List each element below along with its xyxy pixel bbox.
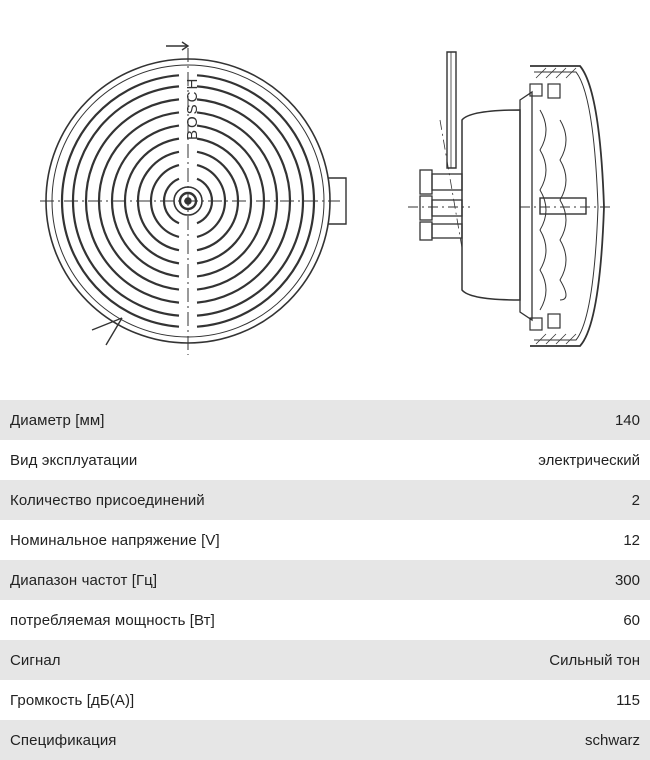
spec-row-signal — [0, 640, 650, 680]
horn-side-view — [408, 52, 612, 346]
spec-value: 140 — [614, 411, 640, 429]
spec-row-connections — [0, 480, 650, 520]
spec-label: Количество присоединений — [10, 491, 205, 509]
spec-value: 60 — [623, 611, 640, 629]
spec-value: электрический — [538, 451, 640, 469]
spec-value: Сильный тон — [549, 651, 640, 669]
spec-row-loudness — [0, 680, 650, 720]
spec-value: 2 — [631, 491, 640, 509]
spec-value: 300 — [614, 571, 640, 589]
spec-row-specification — [0, 720, 650, 760]
spec-label: Диаметр [мм] — [10, 411, 105, 429]
spec-label: потребляемая мощность [Вт] — [10, 611, 215, 629]
spec-table — [0, 400, 650, 760]
spec-value: schwarz — [584, 731, 640, 749]
spec-value: 115 — [616, 691, 640, 709]
brand-mark: BOSCH — [184, 76, 201, 140]
spec-row-power — [0, 600, 650, 640]
spec-label: Громкость [дБ(А)] — [10, 691, 135, 709]
spec-label: Сигнал — [10, 651, 61, 669]
spec-row-voltage — [0, 520, 650, 560]
spec-label: Диапазон частот [Гц] — [10, 571, 158, 589]
spec-row-operation-type — [0, 440, 650, 480]
spec-label: Вид эксплуатации — [10, 451, 138, 469]
spec-value: 12 — [623, 531, 640, 549]
grille-ring — [197, 126, 264, 277]
spec-row-diameter — [0, 400, 650, 440]
spec-label: Спецификация — [10, 731, 117, 749]
spec-label: Номинальное напряжение [V] — [10, 531, 220, 549]
spec-row-frequency — [0, 560, 650, 600]
